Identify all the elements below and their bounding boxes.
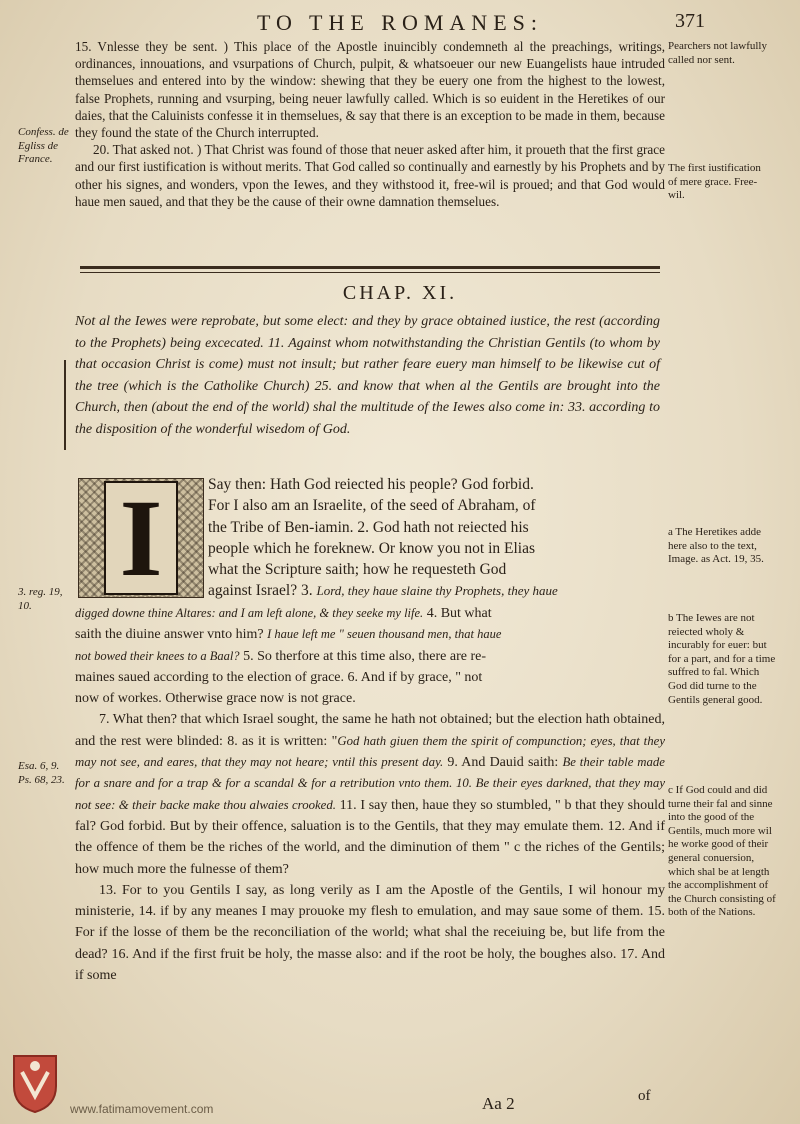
right-margin-note-grace: The first iustification of mere grace. Free-wil. <box>668 162 761 202</box>
body-continued <box>75 603 665 986</box>
body-text-span: 9. And Dauid saith: <box>443 755 563 771</box>
signature-mark: Aa 2 <box>482 1094 515 1113</box>
chapter-argument: Not al the Iewes were reprobate, but some elect: and they by grace obtained iustice, the rest (according to the Prophets) being excecated. 11. Against whom notwithstanding the Christian Gentils (to whom by that occasion Christ is come) must not insult; but rather feare euery man himself to be likewise cut of the tree (which is the Catholike Church) 25. and know that when al the Gentils are brought into the Church, then (about the end of the world) shal the multitude of the Iewes also come in: 33. according to the disposition of the wonderful wisedom of God. <box>75 314 660 437</box>
body-text-span: 11. I say then, haue they so stumbled, " b that they should fal? God forbid. But by their offence, saluation is to the Gentils, that they may emulate them. 12. And if the offence of them be the riches of the world, and the diminution of them " c the riches of the Gentils; how much more the fulnesse of them? <box>75 797 665 877</box>
divider-rule <box>80 266 660 269</box>
annotation-20: 20. That asked not. ) That Christ was found of those that neuer asked after him, it proueth that the first grace and our first iustification is without merits. That God called so continually and earnestly by his Prophets and by other his signes, and wonders, vpon the Iewes, and they withstood it, free-wil is proued; and that God would haue men saued, and that they be the cause of their owne damnation themselues. <box>75 142 665 209</box>
body-line: Say then: Hath God reiected his people? God forbid. <box>208 476 534 493</box>
body-text-span: 5. So therfore at this time also, there are re- <box>239 648 487 664</box>
divider-rule-thin <box>80 272 660 273</box>
chapter-title: CHAP. XI. <box>342 282 458 304</box>
right-margin-note-preachers: Pearchers not lawfully called nor sent. <box>668 40 767 66</box>
body-line: For I also am an Israelite, of the seed of Abraham, of <box>208 497 536 515</box>
dropcap-initial <box>78 478 204 598</box>
running-title: TO THE ROMANES: <box>257 10 543 35</box>
body-line <box>75 624 665 645</box>
right-margin-note-b: b The Iewes are not reiected wholy & incurably for euer: but for a part, and for a time suffred to fal. Which God did turne to the Gentils general good. <box>668 612 776 706</box>
body-line <box>75 603 665 624</box>
left-margin-note: Confess. de Egliss de France. <box>18 126 69 166</box>
body-line <box>208 580 663 601</box>
scripture-quote: digged downe thine Altares: and I am left alone, & they seeke my life. <box>75 606 424 620</box>
left-margin-reference: Esa. 6, 9. Ps. 68, 23. <box>18 760 65 786</box>
body-text-span: against Israel? 3. <box>208 582 317 600</box>
body-line: the Tribe of Ben-iamin. 2. God hath not reiected his <box>208 518 529 536</box>
body-line <box>75 646 665 667</box>
body-line: people which he foreknew. Or know you not in Elias <box>208 539 535 557</box>
page-number: 371 <box>675 10 705 32</box>
papal-arms-logo <box>10 1052 60 1114</box>
annotation-15: 15. Vnlesse they be sent. ) This place of the Apostle inuincibly condemneth al the preachings, writings, ordinances, innouations, and vsurpations of Church, pulpit, & whatsoeuer our new Euangelists haue intruded themselues and entered into by the window: shewing that they be euery one from the highest to the lowest, false Prophets, running and vsurping, being neuer lawfully called. Which is so euident in the Heretikes of our daies, that the Caluinists confesse it in themselues, & say that there is an exception to be made in them, because they found the state of the Church interrupted. <box>75 39 665 141</box>
scripture-quote: God hath giuen them the spirit of compunction; eyes, that they may not see, and eares, that they may not heare; vntil this present day. <box>75 733 665 770</box>
body-line: maines saued according to the election of grace. 6. And if by grace, " not <box>75 669 483 685</box>
scripture-quote: Be their table made for a snare and for a trap & for a scandal & for a retribution vnto them. 10. Be their eyes darkned, that they may not see: & their backe make thou alwaies crooked. <box>75 755 665 812</box>
watermark-url: www.fatimamovement.com <box>70 1102 214 1116</box>
annotations-block <box>75 38 665 210</box>
catchword: of <box>638 1088 651 1104</box>
body-text-span: 4. But what <box>423 606 492 621</box>
body-line: now of workes. Otherwise grace now is not grace. <box>75 691 356 707</box>
scripture-quote: I haue left me " seuen thousand men, that haue <box>267 627 502 642</box>
right-margin-note-a: a The Heretikes adde here also to the text, Image. as Act. 19, 35. <box>668 526 764 566</box>
argument-bar <box>64 360 66 450</box>
body-text-span: saith the diuine answer vnto him? <box>75 627 268 643</box>
right-margin-note-c: c If God could and did turne their fal and sinne into the good of the Gentils, much more wil he worke good of their general conuersion, which shal be at length the accomplishment of the Church consisting of both of the Nations. <box>668 784 776 919</box>
body-paragraph: 13. For to you Gentils I say, as long verily as I am the Apostle of the Gentils, I wil honour my ministerie, 14. if by any meanes I may prouoke my flesh to emulation, and may saue some of them. 15. For if the losse of them be the reconciliation of the world; what shal the receiuing be, but life from the dead? 16. And if the first fruit be holy, the masse also: and if the root be holy, the boughes also. 17. And if some <box>75 882 665 984</box>
scripture-quote: not bowed their knees to a Baal? <box>75 648 240 663</box>
body-paragraph <box>75 709 665 879</box>
body-opening <box>208 474 663 602</box>
dropcap-letter: I <box>104 481 179 595</box>
body-line: what the Scripture saith; how he requesteth God <box>208 561 507 579</box>
scripture-quote: Lord, they haue slaine thy Prophets, they haue <box>316 583 558 599</box>
left-margin-reference: 3. reg. 19, 10. <box>18 586 63 612</box>
body-text-span: 7. What then? that which Israel sought, the same he hath not obtained; but the election hath obtained, and the rest were blinded: 8. as it is written: " <box>75 712 665 749</box>
